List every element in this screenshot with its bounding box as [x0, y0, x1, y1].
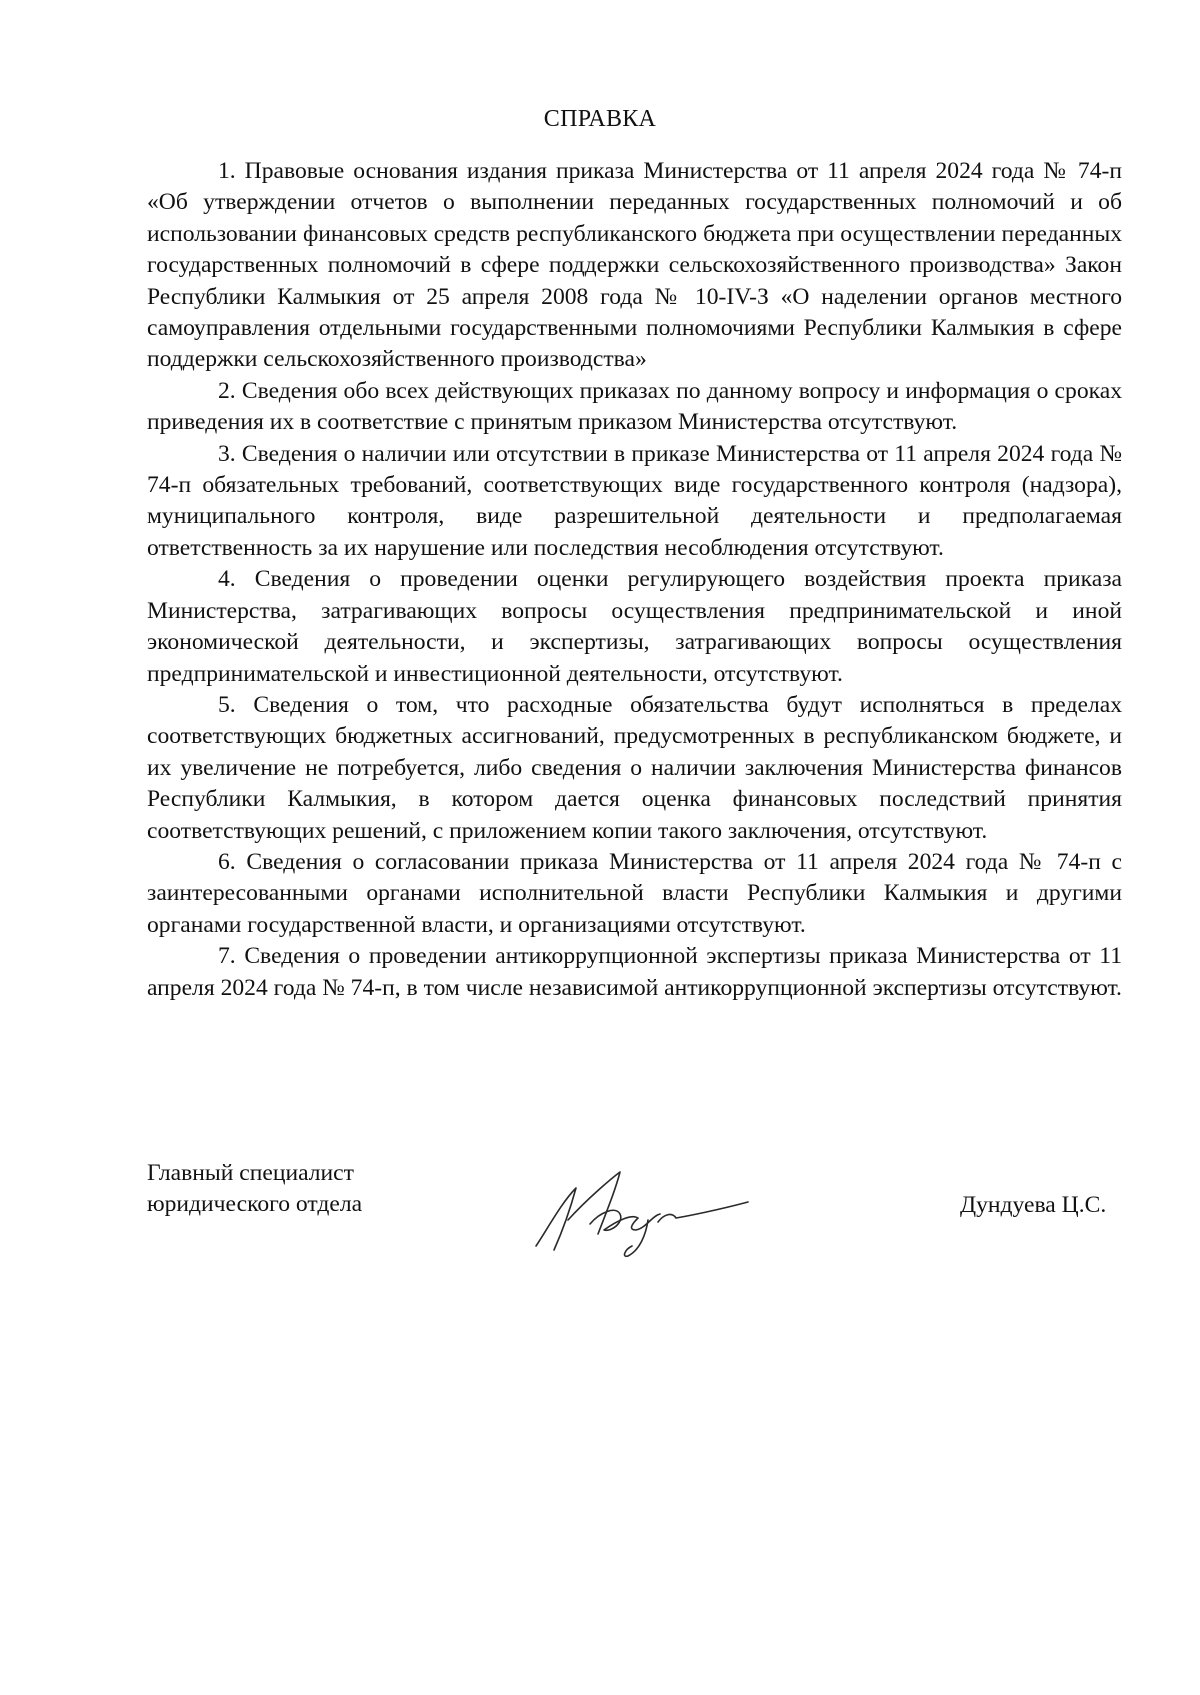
signatory-position	[147, 1158, 362, 1220]
signatory-position-line-2: юридического отдела	[147, 1191, 363, 1217]
paragraph-6: 6. Сведения о согласовании приказа Министерства от 11 апреля 2024 года № 74-п с заинтересованными органами исполнительной власти Республики Калмыкия и другими органами государственной власти, и организациями отсутствуют.	[147, 848, 1122, 938]
paragraph-4: 4. Сведения о проведении оценки регулирующего воздействия проекта приказа Министерства, затрагивающих вопросы осуществления предпринимательской и иной экономической деятельности, и экспертизы, затрагивающих вопросы осуществления предпринимательской и инвестиционной деятельности, отсутствуют.	[147, 566, 1122, 687]
paragraph-5: 5. Сведения о том, что расходные обязательства будут исполняться в пределах соответствующих бюджетных ассигнований, предусмотренных в республиканском бюджете, и их увеличение не потребуется, либо сведения о наличии заключения Министерства финансов Республики Калмыкия, в котором дается оценка финансовых последствий принятия соответствующих решений, с приложением копии такого заключения, отсутствуют.	[147, 691, 1122, 844]
paragraph-3: 3. Сведения о наличии или отсутствии в приказе Министерства от 11 апреля 2024 года № 74-п обязательных требований, соответствующих виде государственного контроля (надзора), муниципального контроля, виде разрешительной деятельности и предполагаемая ответственность за их нарушение или последствия несоблюдения отсутствуют.	[147, 440, 1122, 561]
signatory-position-line-1: Главный специалист	[147, 1160, 354, 1186]
signatory-name: Дундуева Ц.С.	[960, 1192, 1107, 1218]
paragraph-2: 2. Сведения обо всех действующих приказах по данному вопросу и информация о сроках приведения их в соответствие с принятым приказом Министерства отсутствуют.	[147, 377, 1122, 436]
paragraph-1: 1. Правовые основания издания приказа Министерства от 11 апреля 2024 года № 74-п «Об утверждении отчетов о выполнении переданных государственных полномочий и об использовании финансовых средств республиканского бюджета при осуществлении переданных государственных полномочий в сфере поддержки сельскохозяйственного производства» Закон Республики Калмыкия от 25 апреля 2008 года № 10-IV-З «О наделении органов местного самоуправления отдельными государственными полномочиями Республики Калмыкия в сфере поддержки сельскохозяйственного производства»	[147, 158, 1122, 373]
document-title: СПРАВКА	[543, 106, 657, 132]
document-body	[147, 156, 1122, 1004]
paragraph-7: 7. Сведения о проведении антикоррупционной экспертизы приказа Министерства от 11 апреля 2024 года № 74-п, в том числе независимой антикоррупционной экспертизы отсутствуют.	[147, 943, 1122, 1001]
signature-icon	[528, 1158, 758, 1268]
